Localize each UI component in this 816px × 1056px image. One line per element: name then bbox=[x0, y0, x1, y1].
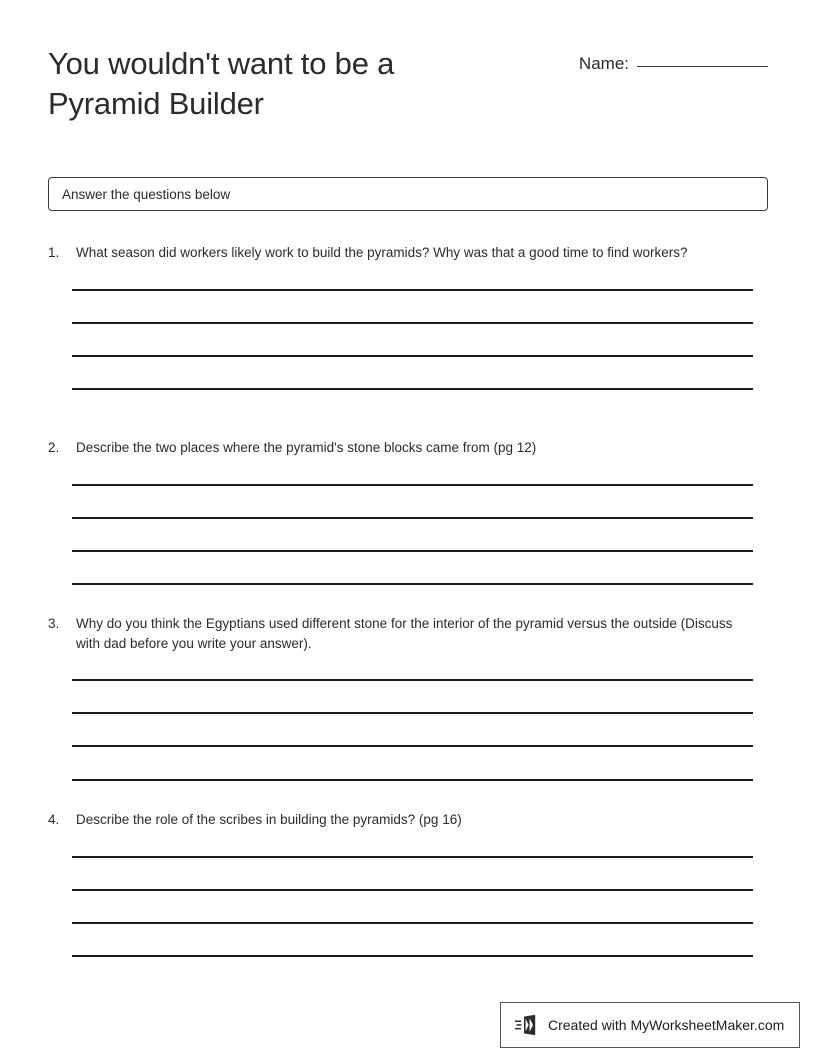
answer-line[interactable] bbox=[72, 322, 753, 324]
answer-line[interactable] bbox=[72, 679, 753, 681]
answer-line[interactable] bbox=[72, 745, 753, 747]
question-number: 2. bbox=[48, 440, 60, 455]
answer-line-group bbox=[72, 856, 753, 958]
name-input-rule[interactable] bbox=[637, 66, 768, 67]
answer-line[interactable] bbox=[72, 922, 753, 924]
answer-line[interactable] bbox=[72, 583, 753, 585]
answer-line-group bbox=[72, 289, 753, 391]
question-number: 4. bbox=[48, 812, 60, 827]
page-title: You wouldn't want to be a Pyramid Builder bbox=[48, 46, 395, 121]
answer-line[interactable] bbox=[72, 517, 753, 519]
answer-line[interactable] bbox=[72, 289, 753, 291]
question-number: 3. bbox=[48, 616, 60, 631]
myworksheetmaker-logo-icon bbox=[515, 1014, 539, 1036]
instruction-text: Answer the questions below bbox=[62, 186, 231, 202]
question-head bbox=[48, 810, 768, 830]
question-text: Describe the two places where the pyramid's stone blocks came from (pg 12) bbox=[76, 440, 537, 455]
answer-line[interactable] bbox=[72, 388, 753, 390]
worksheet-header bbox=[48, 44, 768, 140]
answer-line[interactable] bbox=[72, 550, 753, 552]
answer-line-group bbox=[72, 679, 753, 781]
question-text: Describe the role of the scribes in building the pyramids? (pg 16) bbox=[76, 812, 462, 827]
question-text: What season did workers likely work to build the pyramids? Why was that a good time to find workers? bbox=[76, 245, 688, 260]
question-text: Why do you think the Egyptians used different stone for the interior of the pyramid versus the outside (Discuss with dad before you write your answer). bbox=[76, 616, 733, 651]
name-label: Name: bbox=[578, 54, 629, 73]
answer-line[interactable] bbox=[72, 955, 753, 957]
instruction-box bbox=[48, 177, 768, 211]
answer-line[interactable] bbox=[72, 355, 753, 357]
name-field-group bbox=[579, 54, 768, 74]
question-head bbox=[48, 243, 768, 263]
answer-line-group bbox=[72, 484, 753, 586]
footer-attribution-badge[interactable] bbox=[500, 1002, 800, 1048]
answer-line[interactable] bbox=[72, 484, 753, 486]
question-item bbox=[48, 438, 768, 585]
footer-attribution-text: Created with MyWorksheetMaker.com bbox=[548, 1017, 785, 1033]
question-head bbox=[48, 438, 768, 458]
question-item bbox=[48, 810, 768, 957]
question-item bbox=[48, 243, 768, 390]
answer-line[interactable] bbox=[72, 779, 753, 781]
answer-line[interactable] bbox=[72, 856, 753, 858]
question-item bbox=[48, 614, 768, 781]
answer-line[interactable] bbox=[72, 712, 753, 714]
answer-line[interactable] bbox=[72, 889, 753, 891]
question-number: 1. bbox=[48, 245, 60, 260]
question-head bbox=[48, 614, 768, 653]
